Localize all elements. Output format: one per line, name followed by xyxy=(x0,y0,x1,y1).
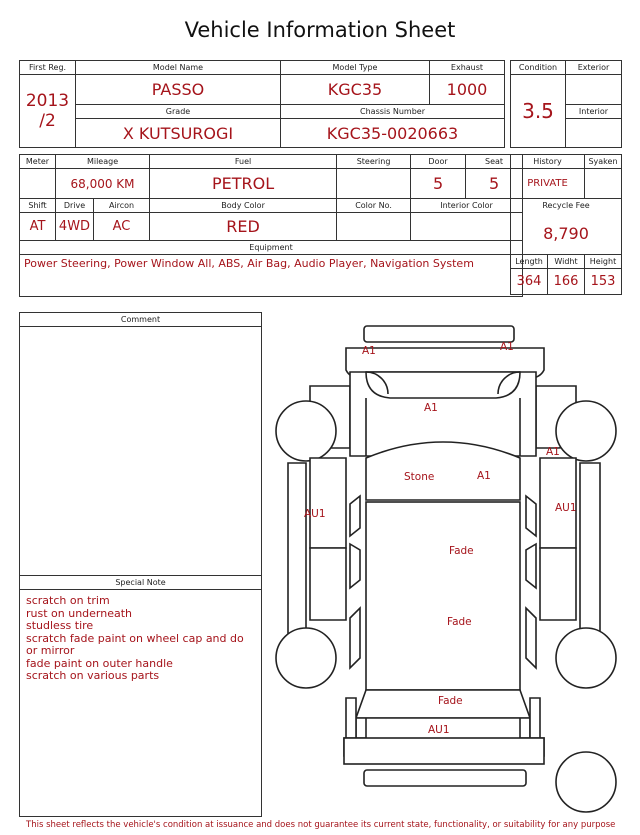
model-type-label: Model Type xyxy=(281,61,430,75)
exhaust-label: Exhaust xyxy=(430,61,505,75)
exhaust-value: 1000 xyxy=(430,75,505,105)
damage-mark-windshield: A1 xyxy=(477,470,491,482)
rear-bumper xyxy=(344,738,544,764)
color-no-value xyxy=(337,213,411,241)
body-color-label: Body Color xyxy=(150,199,337,213)
damage-mark-roof: Fade xyxy=(449,545,474,557)
left-front-wheel xyxy=(276,401,336,461)
first-reg-month: /2 xyxy=(39,111,56,131)
damage-mark-windshield-stone: Stone xyxy=(404,471,435,483)
mileage-label: Mileage xyxy=(56,155,150,169)
grade-value: X KUTSUROGI xyxy=(76,119,281,148)
damage-mark-hood: A1 xyxy=(424,402,438,414)
vehicle-damage-diagram xyxy=(270,318,620,818)
rear-bumper-bottom xyxy=(364,770,526,786)
body-color-value: RED xyxy=(150,213,337,241)
damage-mark-rear-window: Fade xyxy=(438,695,463,707)
interior-label: Interior xyxy=(566,105,622,119)
syaken-label: Syaken xyxy=(585,155,622,169)
height-value: 153 xyxy=(585,269,622,295)
grade-label: Grade xyxy=(76,105,281,119)
left-rear-window xyxy=(350,544,360,588)
drive-value: 4WD xyxy=(56,213,94,241)
registration-table xyxy=(19,60,505,148)
meter-label: Meter xyxy=(20,155,56,169)
special-note-item: scratch on various parts xyxy=(26,669,160,682)
shift-value: AT xyxy=(20,213,56,241)
aircon-label: Aircon xyxy=(94,199,150,213)
width-value: 166 xyxy=(548,269,585,295)
model-name-label: Model Name xyxy=(76,61,281,75)
right-front-wheel xyxy=(556,401,616,461)
damage-mark-right-fender: A1 xyxy=(546,446,560,458)
condition-table xyxy=(510,60,622,148)
exterior-value xyxy=(566,75,622,105)
spec-table xyxy=(19,154,523,297)
right-sill xyxy=(580,463,600,636)
special-note-item: fade paint on outer handle xyxy=(26,656,173,670)
model-name-value: PASSO xyxy=(76,75,281,105)
special-note-item: studless tire xyxy=(26,619,94,632)
left-front-window xyxy=(350,496,360,536)
length-label: Length xyxy=(511,255,548,269)
height-label: Height xyxy=(585,255,622,269)
chassis-value: KGC35-0020663 xyxy=(281,119,505,148)
damage-mark-front-left: A1 xyxy=(362,345,376,357)
exterior-label: Exterior xyxy=(566,61,622,75)
condition-label: Condition xyxy=(511,61,566,75)
history-table xyxy=(510,154,622,295)
first-reg-value xyxy=(20,75,76,148)
right-rear-window xyxy=(526,544,536,588)
door-value: 5 xyxy=(411,169,466,199)
drive-label: Drive xyxy=(56,199,94,213)
condition-value: 3.5 xyxy=(511,75,566,148)
color-no-label: Color No. xyxy=(337,199,411,213)
damage-mark-rear-roof: Fade xyxy=(447,616,472,628)
hood-front xyxy=(366,372,520,398)
first-reg-year: 2013 xyxy=(25,91,70,111)
recycle-fee-label: Recycle Fee xyxy=(511,199,622,213)
meter-value xyxy=(20,169,56,199)
comment-label: Comment xyxy=(20,313,261,327)
seat-label: Seat xyxy=(466,155,523,169)
interior-color-value xyxy=(411,213,523,241)
left-quarter-window xyxy=(350,608,360,668)
length-value: 364 xyxy=(511,269,548,295)
syaken-value xyxy=(585,169,622,199)
seat-value: 5 xyxy=(466,169,523,199)
shift-label: Shift xyxy=(20,199,56,213)
door-label: Door xyxy=(411,155,466,169)
roof xyxy=(366,502,520,690)
equipment-label: Equipment xyxy=(20,241,523,255)
steering-value xyxy=(337,169,411,199)
left-rear-door xyxy=(310,548,346,620)
special-note-item: scratch on trim xyxy=(26,594,110,607)
front-bumper-top xyxy=(364,326,514,342)
equipment-value: Power Steering, Power Window All, ABS, Air Bag, Audio Player, Navigation System xyxy=(20,255,523,297)
special-note-item: or mirror xyxy=(26,644,75,657)
right-quarter-window xyxy=(526,608,536,668)
special-note-list xyxy=(20,590,261,688)
damage-mark-front-right: A1 xyxy=(500,341,514,353)
comment-body xyxy=(20,327,261,575)
interior-value xyxy=(566,119,622,148)
spare-wheel xyxy=(556,752,616,812)
right-rear-wheel xyxy=(556,628,616,688)
right-rear-door xyxy=(540,548,576,620)
windshield xyxy=(366,442,520,500)
recycle-fee-value: 8,790 xyxy=(511,213,622,255)
special-note-label: Special Note xyxy=(20,575,261,590)
chassis-label: Chassis Number xyxy=(281,105,505,119)
left-front-door xyxy=(310,458,346,548)
interior-color-label: Interior Color xyxy=(411,199,523,213)
comment-panel xyxy=(19,312,262,817)
special-note-item: scratch fade paint on wheel cap and do xyxy=(26,631,244,645)
mileage-value: 68,000 KM xyxy=(56,169,150,199)
fuel-value: PETROL xyxy=(150,169,337,199)
left-rear-wheel xyxy=(276,628,336,688)
special-note-item: rust on underneath xyxy=(26,606,133,620)
width-label: Widht xyxy=(548,255,585,269)
disclaimer-footer: This sheet reflects the vehicle's condition at issuance and does not guarantee its current state, functionality, or suitability for any purpose xyxy=(26,820,616,830)
steering-label: Steering xyxy=(337,155,411,169)
fuel-label: Fuel xyxy=(150,155,337,169)
right-front-window xyxy=(526,496,536,536)
damage-mark-left-side: AU1 xyxy=(304,508,326,520)
left-sill xyxy=(288,463,306,636)
damage-mark-tailgate: AU1 xyxy=(428,724,450,736)
aircon-value: AC xyxy=(94,213,150,241)
sheet-title: Vehicle Information Sheet xyxy=(184,18,456,42)
model-type-value: KGC35 xyxy=(281,75,430,105)
damage-mark-right-side: AU1 xyxy=(555,502,577,514)
first-reg-label: First Reg. xyxy=(20,61,76,75)
history-value: PRIVATE xyxy=(511,169,585,199)
history-label: History xyxy=(511,155,585,169)
